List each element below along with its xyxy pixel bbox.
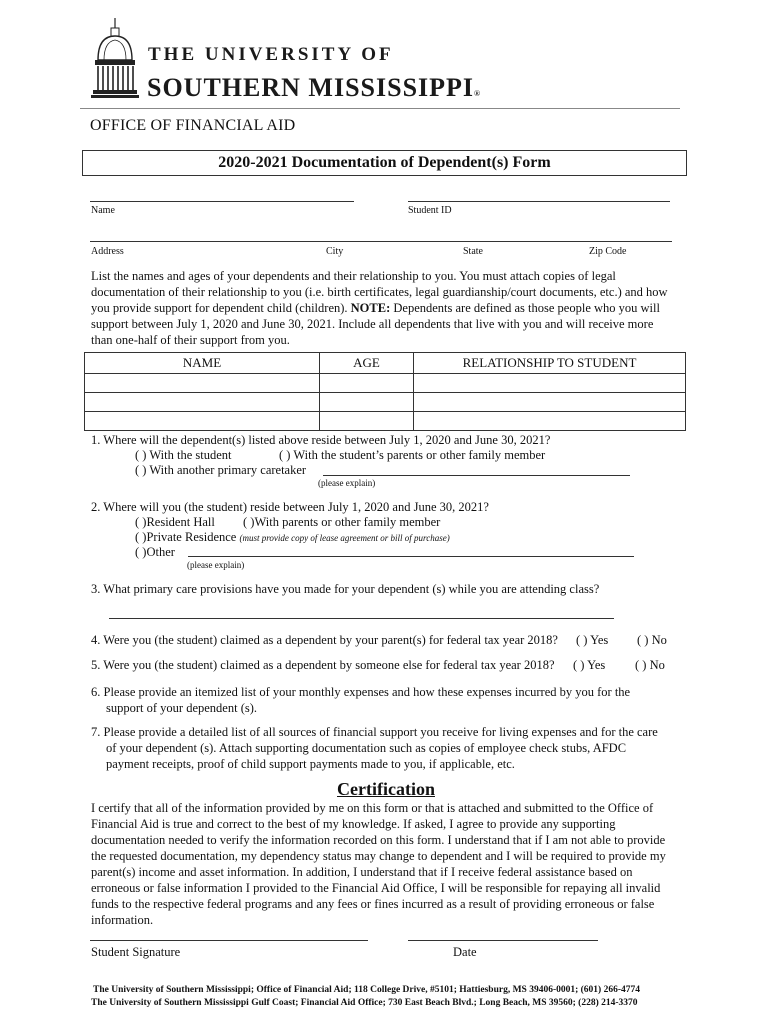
table-row	[85, 412, 686, 431]
age-cell[interactable]	[320, 374, 414, 393]
university-name-top: THE UNIVERSITY OF	[148, 44, 394, 65]
registered-mark: ®	[474, 89, 482, 98]
q4-no-option[interactable]: ( ) No	[637, 633, 667, 647]
university-name-main	[147, 73, 481, 103]
intro-line: documentation of their relationship to you (i.e. birth certificates, legal guardianship/court documents, etc.) and how	[91, 285, 668, 299]
question-3: 3. What primary care provisions have you made for your dependent (s) while you are attending class?	[91, 582, 600, 596]
dependents-table	[84, 352, 686, 431]
name-cell[interactable]	[85, 374, 320, 393]
q2-option-other[interactable]: ( )Other	[135, 545, 175, 559]
intro-paragraph	[91, 268, 691, 348]
address-field-line[interactable]	[90, 241, 672, 242]
date-label: Date	[453, 945, 477, 959]
footer-gulf-coast-address: The University of Southern Mississippi Gulf Coast; Financial Aid Office; 730 East Beach Blvd.; Long Beach, MS 39560; (228) 214-3370	[91, 998, 638, 1008]
q2-option-private-residence[interactable]	[135, 530, 450, 545]
question-4: 4. Were you (the student) claimed as a dependent by your parent(s) for federal tax year 2018?	[91, 633, 558, 647]
q1-option-with-student[interactable]: ( ) With the student	[135, 448, 232, 462]
signature-line[interactable]	[90, 940, 368, 941]
question-6-line: support of your dependent (s).	[106, 701, 258, 715]
intro-line: support between July 1, 2020 and June 30, 2021. Include all dependents that live with you and will receive more	[91, 317, 654, 331]
q1-please-explain: (please explain)	[318, 478, 376, 488]
relationship-cell[interactable]	[414, 393, 686, 412]
university-name-main-text: SOUTHERN MISSISSIPPI	[147, 73, 475, 102]
age-cell[interactable]	[320, 393, 414, 412]
office-name: OFFICE OF FINANCIAL AID	[90, 117, 296, 134]
q1-option-with-parents[interactable]: ( ) With the student’s parents or other family member	[279, 448, 546, 462]
relationship-cell[interactable]	[414, 374, 686, 393]
question-6-line: 6. Please provide an itemized list of your monthly expenses and how these expenses incurred by you for the	[91, 685, 631, 699]
zip-code-label: Zip Code	[589, 246, 627, 257]
question-2: 2. Where will you (the student) reside between July 1, 2020 and June 30, 2021?	[91, 500, 489, 514]
q2-other-line[interactable]	[188, 556, 634, 557]
q5-no-option[interactable]: ( ) No	[635, 658, 665, 672]
name-field-line[interactable]	[90, 201, 354, 202]
university-dome-logo	[90, 18, 140, 100]
name-cell[interactable]	[85, 412, 320, 431]
student-id-label: Student ID	[408, 205, 452, 216]
question-6	[91, 684, 630, 716]
certification-line: parent(s) income and asset information. In addition, I understand that if I receive federal assistance based on	[91, 865, 633, 879]
relationship-cell[interactable]	[414, 412, 686, 431]
question-7-line: payment receipts, proof of child support payments made to you, if applicable, etc.	[106, 757, 515, 771]
certification-line: erroneous or false information I provided to the Financial Aid Office, I will be responsible for repaying all invalid	[91, 881, 661, 895]
address-label: Address	[91, 246, 124, 257]
certification-heading: Certification	[337, 779, 435, 799]
q2-please-explain: (please explain)	[187, 560, 245, 570]
q1-caretaker-line[interactable]	[323, 475, 630, 476]
q2-option-resident-hall[interactable]: ( )Resident Hall	[135, 515, 215, 529]
certification-line: I certify that all of the information provided by me on this form or that is attached and submitted to the Office of	[91, 801, 654, 815]
table-row	[85, 374, 686, 393]
state-label: State	[463, 246, 483, 257]
q1-option-other-caretaker[interactable]: ( ) With another primary caretaker	[135, 463, 307, 477]
certification-line: documentation needed to verify the information recorded on this form. I understand that if I am not able to provide	[91, 833, 666, 847]
age-cell[interactable]	[320, 412, 414, 431]
question-7-line: 7. Please provide a detailed list of all sources of financial support you receive for living expenses and for the care	[91, 725, 658, 739]
column-header-relationship: RELATIONSHIP TO STUDENT	[414, 353, 686, 374]
name-cell[interactable]	[85, 393, 320, 412]
question-7-line: of your dependent (s). Attach supporting documentation such as copies of employee check stubs, AFDC	[106, 741, 627, 755]
q5-yes-option[interactable]: ( ) Yes	[573, 658, 606, 672]
certification-line: funds to the respective federal programs and any fees or fines incurred as a result of providing erroneous or false	[91, 897, 655, 911]
student-id-field-line[interactable]	[408, 201, 670, 202]
date-line[interactable]	[408, 940, 598, 941]
question-1: 1. Where will the dependent(s) listed above reside between July 1, 2020 and June 30, 2021?	[91, 433, 551, 447]
header-divider	[80, 108, 680, 109]
q4-yes-option[interactable]: ( ) Yes	[576, 633, 609, 647]
student-signature-label: Student Signature	[91, 945, 181, 959]
q2-private-residence-label: ( )Private Residence	[135, 530, 237, 544]
intro-line: than one-half of their support from you.	[91, 333, 290, 347]
intro-line: you provide support for dependent child (children). NOTE: Dependents are defined as those people who you will	[91, 301, 660, 315]
certification-line: the requested documentation, my dependency status may change to dependent and I will be required to provide my	[91, 849, 666, 863]
name-label: Name	[91, 205, 115, 216]
question-5: 5. Were you (the student) claimed as a dependent by someone else for federal tax year 2018?	[91, 658, 555, 672]
certification-paragraph	[91, 800, 701, 928]
q2-option-with-parents[interactable]: ( )With parents or other family member	[243, 515, 441, 529]
certification-line: information.	[91, 913, 154, 927]
table-header-row	[85, 353, 686, 374]
column-header-age: AGE	[320, 353, 414, 374]
form-title: 2020-2021 Documentation of Dependent(s) Form	[82, 150, 687, 176]
question-7	[91, 724, 658, 772]
intro-line: List the names and ages of your dependents and their relationship to you. You must attach copies of legal	[91, 269, 616, 283]
certification-line: Financial Aid is true and correct to the best of my knowledge. If asked, I agree to provide any supporting	[91, 817, 616, 831]
q2-private-residence-note: (must provide copy of lease agreement or bill of purchase)	[239, 533, 450, 543]
table-row	[85, 393, 686, 412]
footer-hattiesburg-address: The University of Southern Mississippi; Office of Financial Aid; 118 College Drive, #5101; Hattiesburg, MS 39406-0001; (601) 266-4774	[93, 985, 641, 995]
q3-answer-line[interactable]	[109, 618, 614, 619]
column-header-name: NAME	[85, 353, 320, 374]
city-label: City	[326, 246, 344, 257]
